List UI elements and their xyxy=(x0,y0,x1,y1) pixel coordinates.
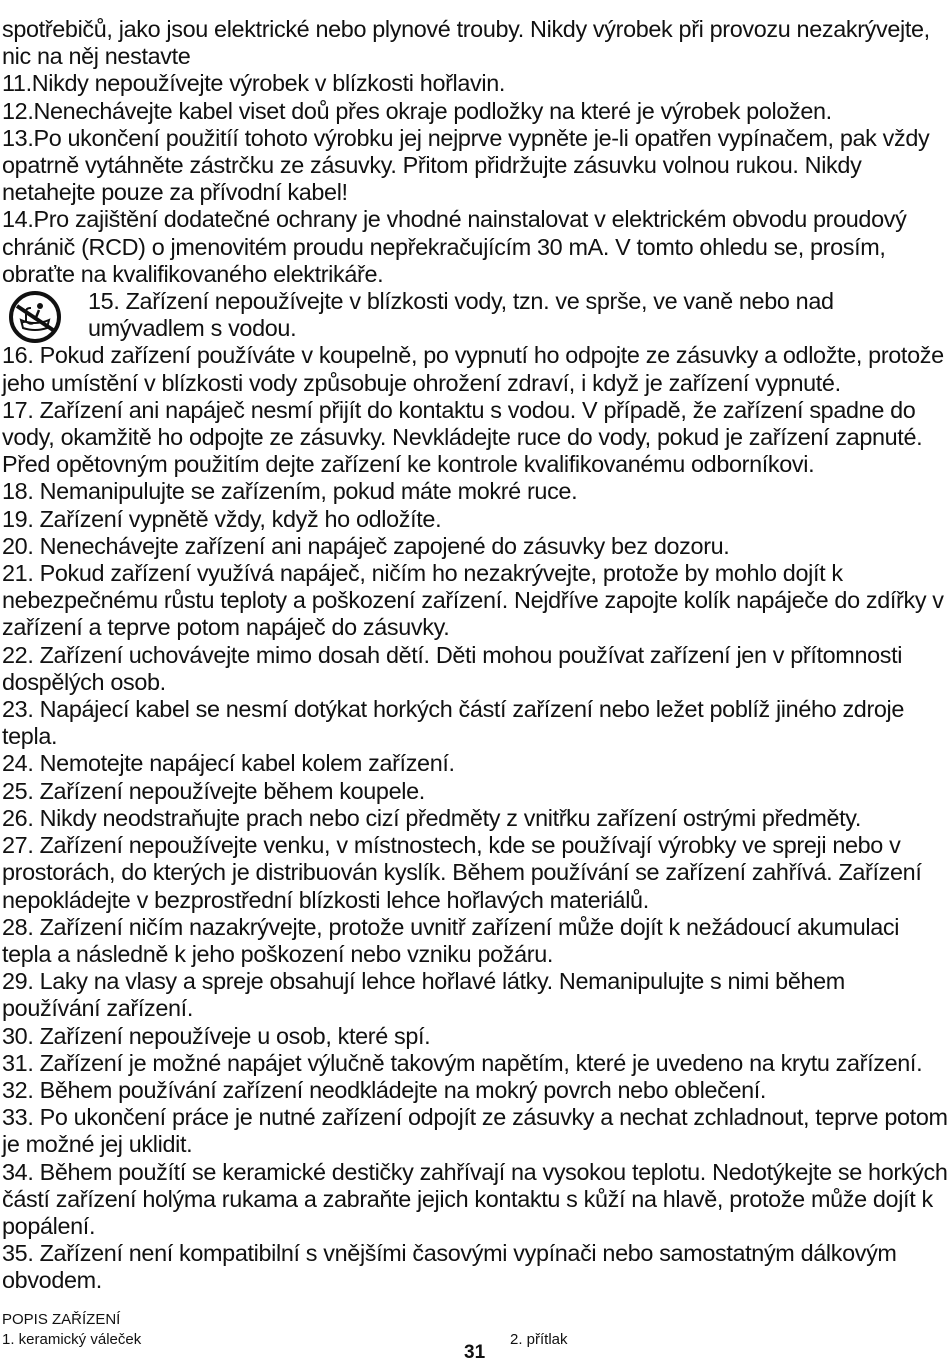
paragraph-31: 31. Zařízení je možné napájet výlučně takovým napětím, které je uvedeno na krytu zařízení. xyxy=(2,1049,923,1076)
paragraph-27: 27. Zařízení nepoužívejte venku, v místnostech, kde se používají výrobky ve spreji nebo v prostorách, do kterých je distribuován kyslík. Během používání se zařízení zahřívá. Zařízení nepokládejte v bezprostřední blízkosti lehce hořlavých materiálů. xyxy=(2,832,922,913)
paragraph-34: 34. Během použítí se keramické destičky zahřívají na vysokou teplotu. Nedotýkejte se horkých částí zařízení holýma rukama a zabraňte jejich kontaktu s kůží na hlavě, protože může dojít k popálení. xyxy=(2,1158,948,1239)
safety-instructions xyxy=(2,16,948,1295)
paragraph-25: 25. Zařízení nepoužívejte během koupele. xyxy=(2,777,425,804)
no-water-bath-icon xyxy=(4,290,66,344)
section-title: POPIS ZAŘÍZENÍ xyxy=(2,1311,121,1328)
paragraph-18: 18. Nemanipulujte se zařízením, pokud máte mokré ruce. xyxy=(2,478,578,505)
paragraph-24: 24. Nemotejte napájecí kabel kolem zařízení. xyxy=(2,750,455,777)
paragraph-20: 20. Nenechávejte zařízení ani napáječ zapojené do zásuvky bez dozoru. xyxy=(2,532,730,559)
paragraph-16: 16. Pokud zařízení používáte v koupelně, po vypnutí ho odpojte ze zásuvky a odložte, protože jeho umístění v blízkosti vody způsobuje ohrožení zdraví, i když je zařízení vypnuté. xyxy=(2,342,944,396)
paragraph-35: 35. Zařízení není kompatibilní s vnějšími časovými vypínači nebo samostatným dálkovým obvodem. xyxy=(2,1240,897,1294)
paragraph-12: 12.Nenechávejte kabel viset doů přes okraje podložky na které je výrobek položen. xyxy=(2,97,832,124)
paragraph-19: 19. Zařízení vypnětě vždy, když ho odložíte. xyxy=(2,505,442,532)
paragraph-15-row xyxy=(2,288,948,342)
paragraph-17: 17. Zařízení ani napáječ nesmí přijít do kontaktu s vodou. V případě, že zařízení spadne do vody, okamžitě ho odpojte ze zásuvky. Nevkládejte ruce do vody, pokud je zařízení zapnuté. Před opětovným použitím dejte zařízení ke kontrole kvalifikovanému odborníkovi. xyxy=(2,396,923,478)
part-item-1: 1. keramický váleček xyxy=(2,1331,142,1348)
part-item-2: 2. přítlak xyxy=(510,1331,568,1348)
paragraph-15: 15. Zařízení nepoužívejte v blízkosti vody, tzn. ve sprše, ve vaně nebo nad umývadlem s vodou. xyxy=(88,288,834,342)
paragraph-30: 30. Zařízení nepoužíveje u osob, které spí. xyxy=(2,1022,431,1049)
paragraph-23: 23. Napájecí kabel se nesmí dotýkat horkých částí zařízení nebo ležet poblíž jiného zdroje tepla. xyxy=(2,696,905,750)
paragraph-33: 33. Po ukončení práce je nutné zařízení odpojít ze zásuvky a nechat zchladnout, teprve potom je možné jej uklidit. xyxy=(2,1104,948,1158)
paragraph-10-continued: spotřebičů, jako jsou elektrické nebo plynové trouby. Nikdy výrobek při provozu nezakrývejte, nic na něj nestavte xyxy=(2,16,930,70)
paragraph-21: 21. Pokud zařízení využívá napáječ, ničím ho nezakrývejte, protože by mohlo dojít k nebezpečnému růstu teploty a poškození zařízení. Nejdříve zapojte kolík napáječe do zdířky v zařízení a teprve potom napáječ do zásuvky. xyxy=(2,560,944,641)
paragraph-11: 11.Nikdy nepoužívejte výrobek v blízkosti hořlavin. xyxy=(2,70,506,97)
page-number: 31 xyxy=(464,1342,486,1363)
paragraph-13: 13.Po ukončení použitíí tohoto výrobku jej nejprve vypněte je-li opatřen vypínačem, pak vždy opatrně vytáhněte zástrčku ze zásuvky. Přitom přidržujte zásuvku volnou rukou. Nikdy netahejte pouze za přívodní kabel! xyxy=(2,124,930,206)
paragraph-22: 22. Zařízení uchovávejte mimo dosah dětí. Děti mohou používat zařízení jen v přítomnosti dospělých osob. xyxy=(2,641,903,695)
paragraph-26: 26. Nikdy neodstraňujte prach nebo cizí předměty z vnitřku zařízení ostrými předměty. xyxy=(2,804,862,831)
paragraph-28: 28. Zařízení ničím nazakrývejte, protože uvnitř zařízení může dojít k nežádoucí akumulaci tepla a následně k jeho poškození nebo vzniku požáru. xyxy=(2,913,900,967)
paragraph-14: 14.Pro zajištění dodatečné ochrany je vhodné nainstalovat v elektrickém obvodu proudový chránič (RCD) o jmenovitém proudu nepřekračujícím 30 mA. V tomto ohledu se, prosím, obraťte na kvalifikovaného elektrikáře. xyxy=(2,206,907,287)
paragraph-29: 29. Laky na vlasy a spreje obsahují lehce hořlavé látky. Nemanipulujte s nimi během používání zařízení. xyxy=(2,968,845,1022)
paragraph-32: 32. Během používání zařízení neodkládejte na mokrý povrch nebo oblečení. xyxy=(2,1076,767,1103)
